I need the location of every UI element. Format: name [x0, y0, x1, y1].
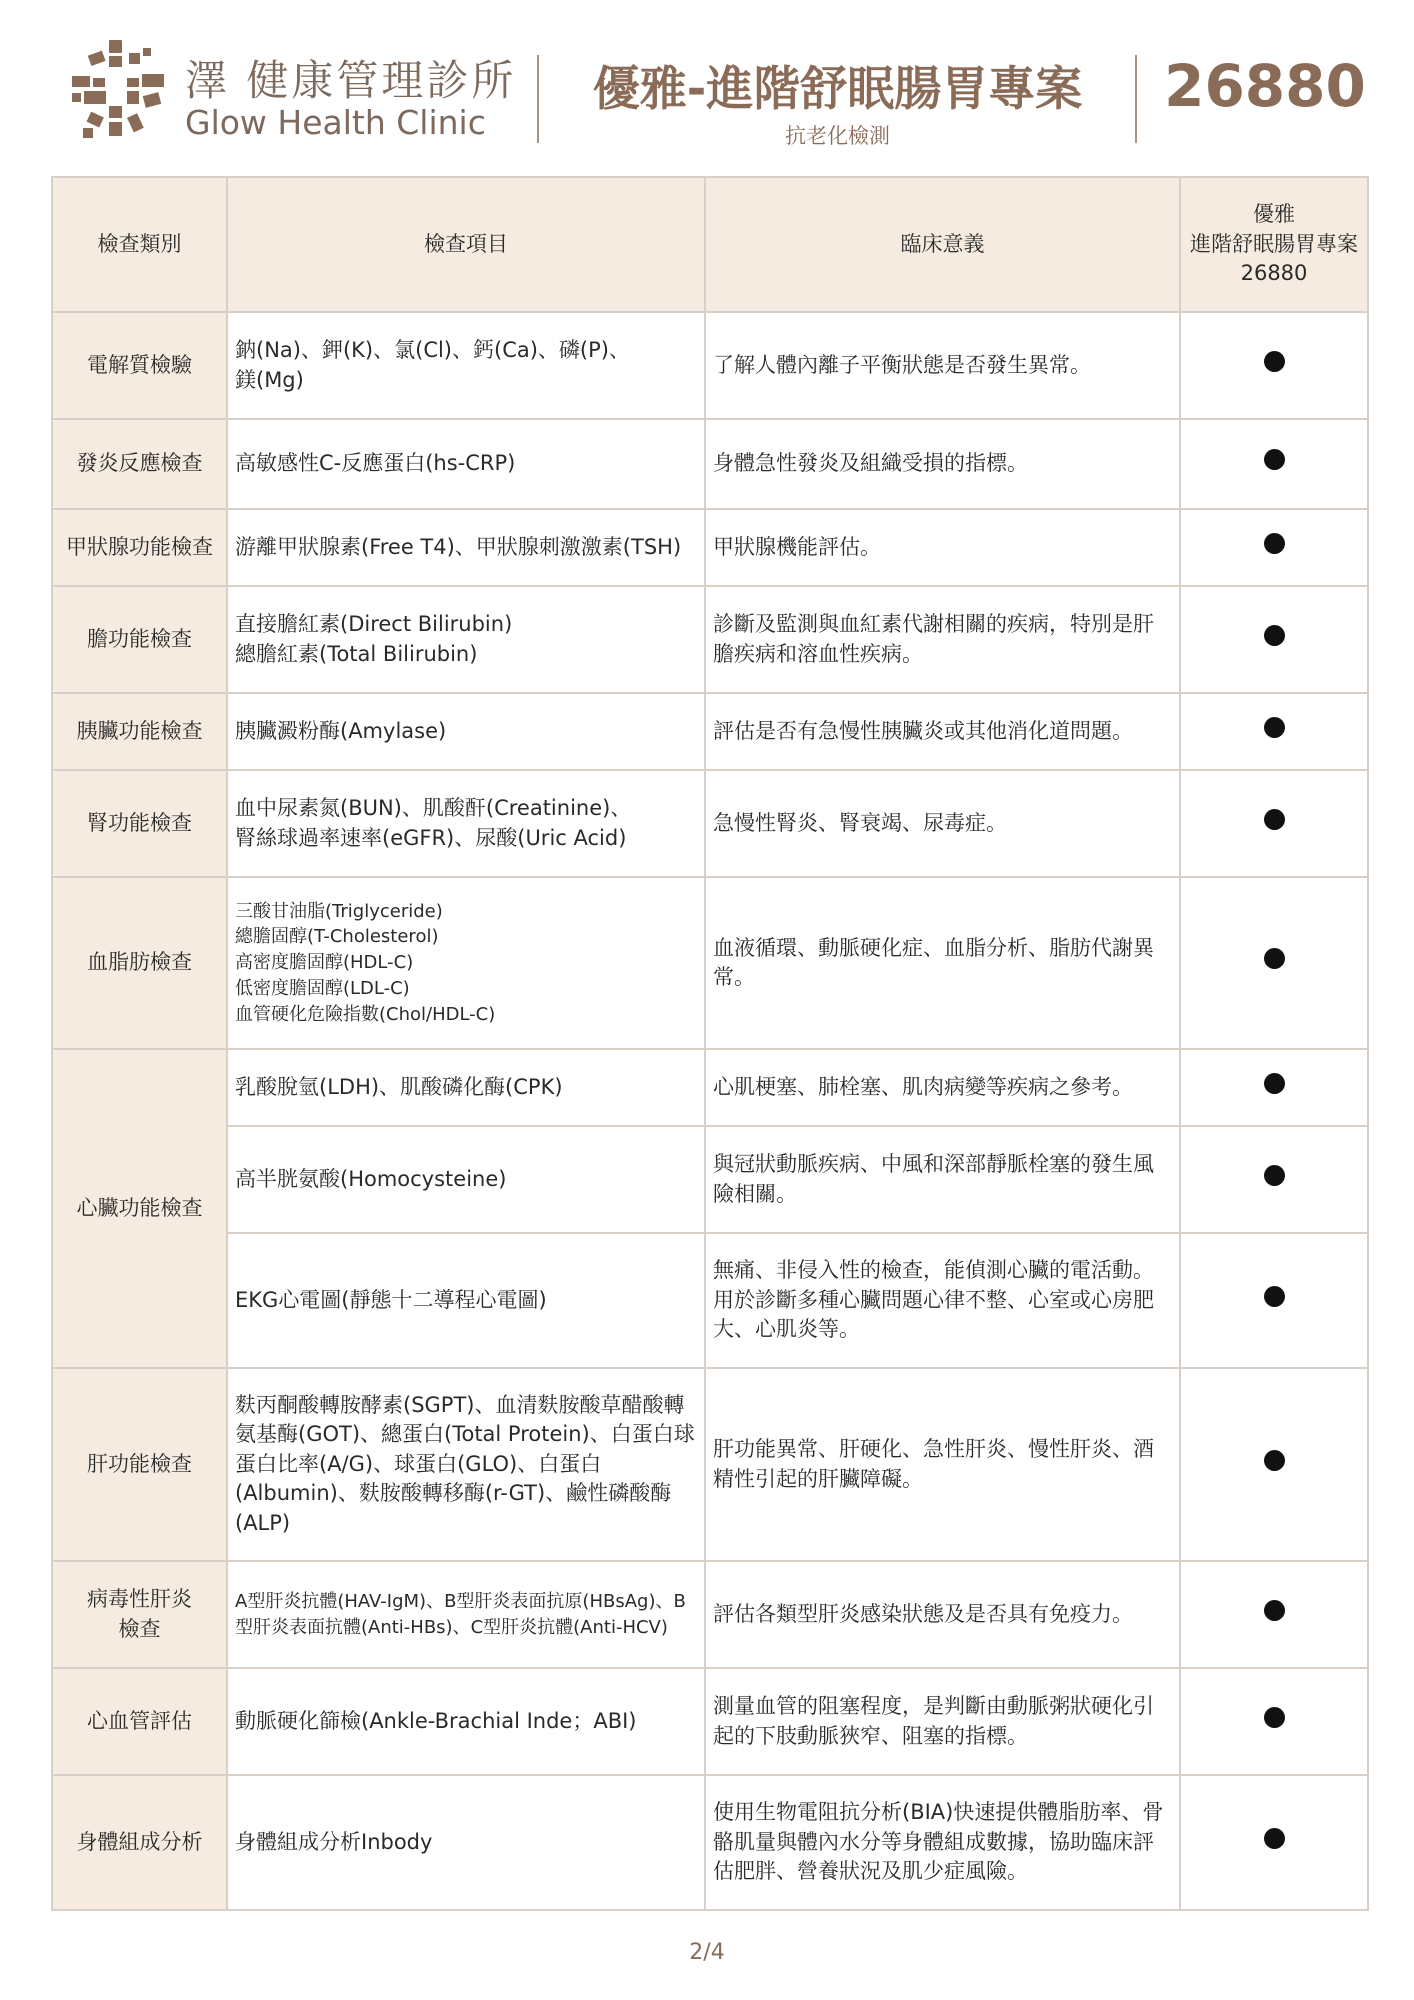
category-cell: 心臟功能檢查: [52, 1049, 227, 1368]
meaning-line: 膽疾病和溶血性疾病。: [713, 641, 923, 666]
item-cell: [227, 877, 705, 1049]
included-cell: [1180, 1233, 1368, 1368]
meaning-cell: [705, 1668, 1180, 1775]
meaning-line: 無痛、非侵入性的檢查，能偵測心臟的電活動。: [713, 1258, 1154, 1283]
meaning-line: 常。: [713, 965, 755, 989]
included-dot-icon: [1264, 1286, 1285, 1307]
included-dot-icon: [1264, 1073, 1285, 1094]
item-line: 游離甲狀腺素(Free T4)、甲狀腺刺激激素(TSH): [235, 534, 682, 559]
item-line: 胰臟澱粉酶(Amylase): [235, 718, 447, 743]
item-line: 型肝炎表面抗體(Anti-HBs)、C型肝炎抗體(Anti-HCV): [235, 1616, 668, 1638]
table-row: [52, 1668, 1368, 1775]
category-cell: 身體組成分析: [52, 1775, 227, 1910]
plan-title: 優雅-進階舒眠腸胃專案: [592, 62, 1083, 117]
item-line: 麩丙酮酸轉胺酵素(SGPT)、血清麩胺酸草醋酸轉: [235, 1393, 685, 1418]
included-dot-icon: [1264, 533, 1285, 554]
included-dot-icon: [1264, 625, 1285, 646]
item-cell: [227, 312, 705, 419]
item-line: 總膽固醇(T-Cholesterol): [235, 926, 439, 948]
table-row: [52, 1233, 1368, 1368]
header-divider: [1135, 55, 1137, 143]
table-header-row: [52, 177, 1368, 312]
header-plan-line: 優雅: [1253, 202, 1295, 227]
meaning-line: 用於診斷多種心臟問題心律不整、心室或心房肥: [713, 1287, 1154, 1312]
included-cell: [1180, 312, 1368, 419]
header-plan: [1180, 177, 1368, 312]
meaning-cell: [705, 312, 1180, 419]
item-cell: [227, 770, 705, 877]
clinic-logo-icon: [72, 40, 167, 140]
header-category: 檢查類別: [52, 177, 227, 312]
item-line: (ALP): [235, 1510, 291, 1535]
item-line: 高密度膽固醇(HDL-C): [235, 952, 414, 974]
meaning-cell: [705, 1126, 1180, 1233]
meaning-line: 診斷及監測與血紅素代謝相關的疾病，特別是肝: [713, 612, 1154, 637]
category-cell: 血脂肪檢查: [52, 877, 227, 1049]
plan-subtitle: 抗老化檢測: [785, 124, 890, 148]
item-line: 高敏感性C-反應蛋白(hs-CRP): [235, 451, 516, 476]
meaning-line: 急慢性腎炎、腎衰竭、尿毒症。: [713, 810, 1007, 835]
item-cell: [227, 1233, 705, 1368]
category-cell: 發炎反應檢查: [52, 419, 227, 509]
table-row: [52, 419, 1368, 509]
meaning-line: 精性引起的肝臟障礙。: [713, 1466, 923, 1491]
table-row: [52, 693, 1368, 770]
meaning-cell: [705, 586, 1180, 693]
item-line: EKG心電圖(靜態十二導程心電圖): [235, 1287, 547, 1312]
meaning-line: 大、心肌炎等。: [713, 1317, 860, 1342]
meaning-cell: [705, 877, 1180, 1049]
category-line: 檢查: [118, 1616, 161, 1641]
included-dot-icon: [1264, 351, 1285, 372]
included-dot-icon: [1264, 717, 1285, 738]
included-cell: [1180, 509, 1368, 586]
table-row: [52, 1049, 1368, 1126]
included-dot-icon: [1264, 1707, 1285, 1728]
included-cell: [1180, 877, 1368, 1049]
included-dot-icon: [1264, 809, 1285, 830]
category-line: 病毒性肝炎: [87, 1587, 192, 1612]
meaning-line: 估肥胖、營養狀況及肌少症風險。: [713, 1859, 1028, 1884]
item-cell: [227, 1561, 705, 1668]
item-line: 蛋白比率(A/G)、球蛋白(GLO)、白蛋白: [235, 1451, 602, 1476]
meaning-cell: [705, 1049, 1180, 1126]
table-row: [52, 1368, 1368, 1561]
item-line: 乳酸脫氫(LDH)、肌酸磷化酶(CPK): [235, 1074, 563, 1099]
item-line: 三酸甘油脂(Triglyceride): [235, 900, 443, 922]
included-cell: [1180, 1668, 1368, 1775]
category-cell: 甲狀腺功能檢查: [52, 509, 227, 586]
header-item: 檢查項目: [227, 177, 705, 312]
header-meaning: 臨床意義: [705, 177, 1180, 312]
meaning-line: 肝功能異常、肝硬化、急性肝炎、慢性肝炎、酒: [713, 1437, 1154, 1462]
meaning-line: 了解人體內離子平衡狀態是否發生異常。: [713, 352, 1091, 377]
table-row: [52, 1561, 1368, 1668]
meaning-line: 身體急性發炎及組織受損的指標。: [713, 451, 1028, 476]
included-dot-icon: [1264, 1600, 1285, 1621]
item-line: 總膽紅素(Total Bilirubin): [235, 641, 478, 666]
category-cell: 胰臟功能檢查: [52, 693, 227, 770]
category-cell: 心血管評估: [52, 1668, 227, 1775]
meaning-cell: [705, 1233, 1180, 1368]
table-row: [52, 1775, 1368, 1910]
included-cell: [1180, 1368, 1368, 1561]
meaning-line: 評估各類型肝炎感染狀態及是否具有免疫力。: [713, 1601, 1133, 1626]
header-divider: [537, 55, 539, 143]
table-row: [52, 312, 1368, 419]
included-cell: [1180, 1049, 1368, 1126]
meaning-cell: [705, 1368, 1180, 1561]
item-cell: [227, 1368, 705, 1561]
item-line: 動脈硬化篩檢(Ankle-Brachial Inde；ABI): [235, 1708, 637, 1733]
included-dot-icon: [1264, 1828, 1285, 1849]
item-line: 高半胱氨酸(Homocysteine): [235, 1166, 507, 1191]
meaning-cell: [705, 509, 1180, 586]
exam-table: [51, 176, 1369, 1911]
included-dot-icon: [1264, 1450, 1285, 1471]
included-dot-icon: [1264, 449, 1285, 470]
meaning-cell: [705, 770, 1180, 877]
page-header: [0, 0, 1414, 170]
item-line: 身體組成分析Inbody: [235, 1829, 433, 1854]
table-row: [52, 586, 1368, 693]
included-cell: [1180, 770, 1368, 877]
item-cell: [227, 586, 705, 693]
meaning-line: 評估是否有急慢性胰臟炎或其他消化道問題。: [713, 718, 1133, 743]
included-cell: [1180, 1775, 1368, 1910]
item-cell: [227, 419, 705, 509]
item-line: 鈉(Na)、鉀(K)、氯(Cl)、鈣(Ca)、磷(P)、: [235, 338, 630, 363]
included-cell: [1180, 693, 1368, 770]
item-cell: [227, 1775, 705, 1910]
meaning-line: 使用生物電阻抗分析(BIA)快速提供體脂肪率、骨: [713, 1800, 1164, 1825]
clinic-name-en: Glow Health Clinic: [185, 103, 486, 142]
header-plan-line: 進階舒眠腸胃專案: [1190, 231, 1358, 256]
item-cell: [227, 1668, 705, 1775]
table-row: [52, 1126, 1368, 1233]
category-cell: 肝功能檢查: [52, 1368, 227, 1561]
item-cell: [227, 693, 705, 770]
category-cell: 電解質檢驗: [52, 312, 227, 419]
item-cell: [227, 1049, 705, 1126]
item-cell: [227, 1126, 705, 1233]
table-row: [52, 509, 1368, 586]
page-number: 2/4: [689, 1940, 725, 1965]
meaning-cell: [705, 693, 1180, 770]
item-line: 血中尿素氮(BUN)、肌酸酐(Creatinine)、: [235, 796, 632, 821]
item-line: (Albumin)、麩胺酸轉移酶(r-GT)、鹼性磷酸酶: [235, 1481, 672, 1506]
item-line: 低密度膽固醇(LDL-C): [235, 977, 410, 999]
category-cell: [52, 1561, 227, 1668]
item-line: 鎂(Mg): [235, 367, 304, 392]
included-cell: [1180, 419, 1368, 509]
meaning-cell: [705, 1561, 1180, 1668]
meaning-line: 骼肌量與體內水分等身體組成數據，協助臨床評: [713, 1829, 1154, 1854]
meaning-line: 起的下肢動脈狹窄、阻塞的指標。: [713, 1723, 1028, 1748]
item-line: 氨基酶(GOT)、總蛋白(Total Protein)、白蛋白球: [235, 1422, 695, 1447]
item-cell: [227, 509, 705, 586]
table-row: [52, 770, 1368, 877]
meaning-line: 心肌梗塞、肺栓塞、肌肉病變等疾病之參考。: [713, 1074, 1133, 1099]
included-dot-icon: [1264, 948, 1285, 969]
item-line: 血管硬化危險指數(Chol/HDL-C): [235, 1003, 496, 1025]
plan-price: 26880: [1164, 52, 1366, 120]
meaning-line: 血液循環、動脈硬化症、血脂分析、脂肪代謝異: [713, 935, 1154, 960]
item-line: 直接膽紅素(Direct Bilirubin): [235, 612, 513, 637]
category-cell: 膽功能檢查: [52, 586, 227, 693]
included-cell: [1180, 1561, 1368, 1668]
meaning-line: 甲狀腺機能評估。: [713, 534, 881, 559]
clinic-name-zh: 澤 健康管理診所: [185, 56, 517, 105]
meaning-line: 與冠狀動脈疾病、中風和深部靜脈栓塞的發生風: [713, 1152, 1154, 1177]
item-line: A型肝炎抗體(HAV-IgM)、B型肝炎表面抗原(HBsAg)、B: [235, 1590, 686, 1612]
included-cell: [1180, 586, 1368, 693]
header-plan-line: 26880: [1240, 261, 1308, 286]
category-cell: 腎功能檢查: [52, 770, 227, 877]
meaning-line: 測量血管的阻塞程度，是判斷由動脈粥狀硬化引: [713, 1694, 1154, 1719]
table-row: [52, 877, 1368, 1049]
included-dot-icon: [1264, 1165, 1285, 1186]
meaning-line: 險相關。: [713, 1181, 797, 1206]
meaning-cell: [705, 1775, 1180, 1910]
item-line: 腎絲球過率速率(eGFR)、尿酸(Uric Acid): [235, 825, 627, 850]
included-cell: [1180, 1126, 1368, 1233]
meaning-cell: [705, 419, 1180, 509]
